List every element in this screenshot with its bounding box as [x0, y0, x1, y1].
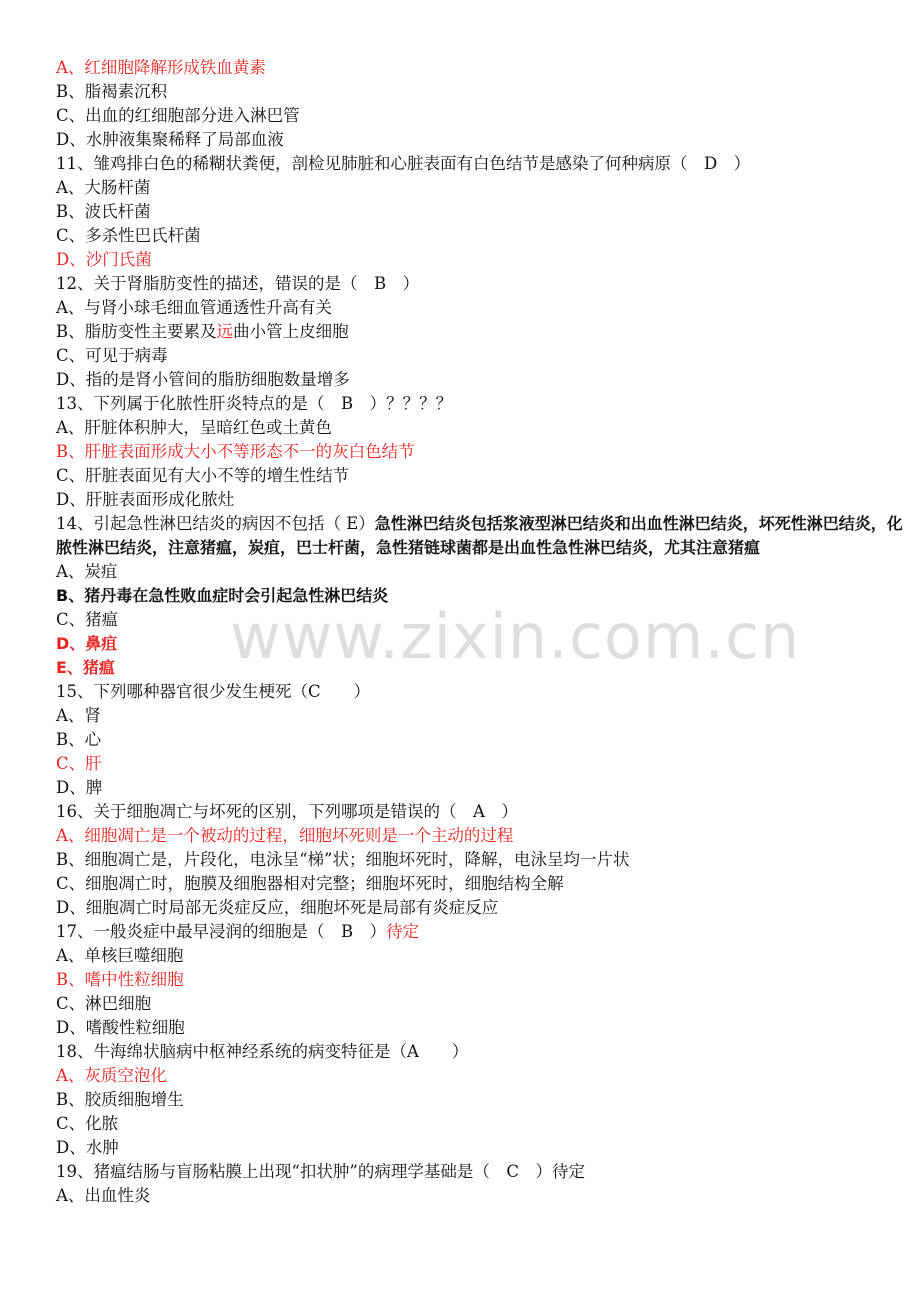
text-segment: D、沙门氏菌	[56, 250, 152, 269]
text-segment: A、出血性炎	[56, 1186, 151, 1205]
text-segment: E、猪瘟	[56, 658, 115, 677]
text-line	[56, 800, 916, 824]
text-line	[56, 560, 916, 584]
text-segment: 待定	[386, 922, 420, 941]
text-segment: B、细胞凋亡是，片段化，电泳呈“梯”状；细胞坏死时，降解，电泳呈均一片状	[56, 850, 630, 869]
text-line	[56, 416, 916, 440]
text-line	[56, 728, 916, 752]
text-line	[56, 1184, 916, 1208]
text-segment: 18、牛海绵状脑病中枢神经系统的病变特征是（A ）	[56, 1042, 469, 1061]
text-segment: 11、雏鸡排白色的稀糊状粪便，剖检见肺脏和心脏表面有白色结节是感染了何种病原（ D ）	[56, 154, 751, 173]
text-segment: A、与肾小球毛细血管通透性升高有关	[56, 298, 332, 317]
text-line	[56, 968, 916, 992]
text-line	[56, 248, 916, 272]
text-line	[56, 1040, 916, 1064]
text-line	[56, 944, 916, 968]
text-line	[56, 152, 916, 176]
text-line	[56, 752, 916, 776]
text-segment: B、心	[56, 730, 102, 749]
text-line	[56, 680, 916, 704]
text-line	[56, 344, 916, 368]
text-segment: A、肾	[56, 706, 101, 725]
text-segment: A、细胞凋亡是一个被动的过程，细胞坏死则是一个主动的过程	[56, 826, 514, 845]
watermark-text: www.zixin.com.cn	[230, 600, 801, 673]
text-line	[56, 1064, 916, 1088]
text-line	[56, 1160, 916, 1184]
text-line	[56, 272, 916, 296]
text-segment: C、可见于病毒	[56, 346, 168, 365]
text-segment: A、红细胞降解形成铁血黄素	[56, 58, 266, 77]
text-line	[56, 56, 916, 80]
text-segment: B、猪丹毒在急性败血症时会引起急性淋巴结炎	[56, 586, 389, 605]
text-segment: 12、关于肾脂肪变性的描述，错误的是（ B ）	[56, 274, 420, 293]
text-line	[56, 368, 916, 392]
text-segment: 19、猪瘟结肠与盲肠粘膜上出现“扣状肿”的病理学基础是（ C ）待定	[56, 1162, 585, 1181]
text-segment: 急性淋巴结炎包括浆液型淋巴结炎和出血性淋巴结炎，坏死性淋巴结炎，化脓性淋巴结炎，注意猪瘟，炭疽，巴士杆菌，急性猪链球菌都是出血性急性淋巴结炎，尤其注意猪瘟	[56, 514, 903, 557]
text-line	[56, 464, 916, 488]
text-segment: 14、引起急性淋巴结炎的病因不包括（ E）	[56, 514, 375, 533]
text-line	[56, 776, 916, 800]
text-segment: D、嗜酸性粒细胞	[56, 1018, 185, 1037]
text-line	[56, 872, 916, 896]
text-line	[56, 920, 916, 944]
text-segment: 13、下列属于化脓性肝炎特点的是（ B ）？？？？	[56, 394, 453, 413]
text-segment: 17、一般炎症中最早浸润的细胞是（ B ）	[56, 922, 387, 941]
text-line	[56, 440, 916, 464]
text-line	[56, 320, 916, 344]
text-line	[56, 1088, 916, 1112]
text-line	[56, 824, 916, 848]
text-line	[56, 488, 916, 512]
text-segment: 曲小管上皮细胞	[233, 322, 349, 341]
text-line	[56, 848, 916, 872]
text-segment: D、脾	[56, 778, 103, 797]
text-segment: A、单核巨噬细胞	[56, 946, 184, 965]
text-segment: 15、下列哪种器官很少发生梗死（C ）	[56, 682, 371, 701]
text-segment: C、猪瘟	[56, 610, 119, 629]
text-segment: D、鼻疽	[56, 634, 118, 653]
text-segment: A、大肠杆菌	[56, 178, 151, 197]
text-line	[56, 704, 916, 728]
text-segment: C、出血的红细胞部分进入淋巴管	[56, 106, 300, 125]
text-segment: C、肝脏表面见有大小不等的增生性结节	[56, 466, 350, 485]
text-segment: A、灰质空泡化	[56, 1066, 167, 1085]
text-segment: C、细胞凋亡时，胞膜及细胞器相对完整；细胞坏死时，细胞结构全解	[56, 874, 564, 893]
text-line	[56, 200, 916, 224]
text-segment: B、脂褐素沉积	[56, 82, 168, 101]
text-segment: B、肝脏表面形成大小不等形态不一的灰白色结节	[56, 442, 415, 461]
text-segment: D、水肿	[56, 1138, 119, 1157]
text-segment: D、肝脏表面形成化脓灶	[56, 490, 235, 509]
text-segment: C、淋巴细胞	[56, 994, 152, 1013]
text-line	[56, 104, 916, 128]
text-line	[56, 512, 916, 560]
text-segment: B、嗜中性粒细胞	[56, 970, 184, 989]
text-segment: 16、关于细胞凋亡与坏死的区别，下列哪项是错误的（ A ）	[56, 802, 518, 821]
text-segment: A、炭疽	[56, 562, 118, 581]
text-segment: A、肝脏体积肿大，呈暗红色或土黄色	[56, 418, 332, 437]
text-segment: C、肝	[56, 754, 102, 773]
text-segment: B、脂肪变性主要累及	[56, 322, 217, 341]
text-line	[56, 992, 916, 1016]
text-line	[56, 1112, 916, 1136]
text-segment: C、化脓	[56, 1114, 119, 1133]
text-line	[56, 392, 916, 416]
text-segment: D、水肿液集聚稀释了局部血液	[56, 130, 284, 149]
text-line	[56, 896, 916, 920]
text-segment: D、细胞凋亡时局部无炎症反应，细胞坏死是局部有炎症反应	[56, 898, 499, 917]
text-line	[56, 80, 916, 104]
text-line	[56, 296, 916, 320]
text-segment: D、指的是肾小管间的脂肪细胞数量增多	[56, 370, 350, 389]
text-segment: 远	[216, 322, 234, 341]
text-segment: B、波氏杆菌	[56, 202, 151, 221]
text-line	[56, 224, 916, 248]
text-line	[56, 176, 916, 200]
text-line	[56, 1016, 916, 1040]
text-segment: B、胶质细胞增生	[56, 1090, 184, 1109]
text-segment: C、多杀性巴氏杆菌	[56, 226, 201, 245]
text-line	[56, 1136, 916, 1160]
text-line	[56, 128, 916, 152]
